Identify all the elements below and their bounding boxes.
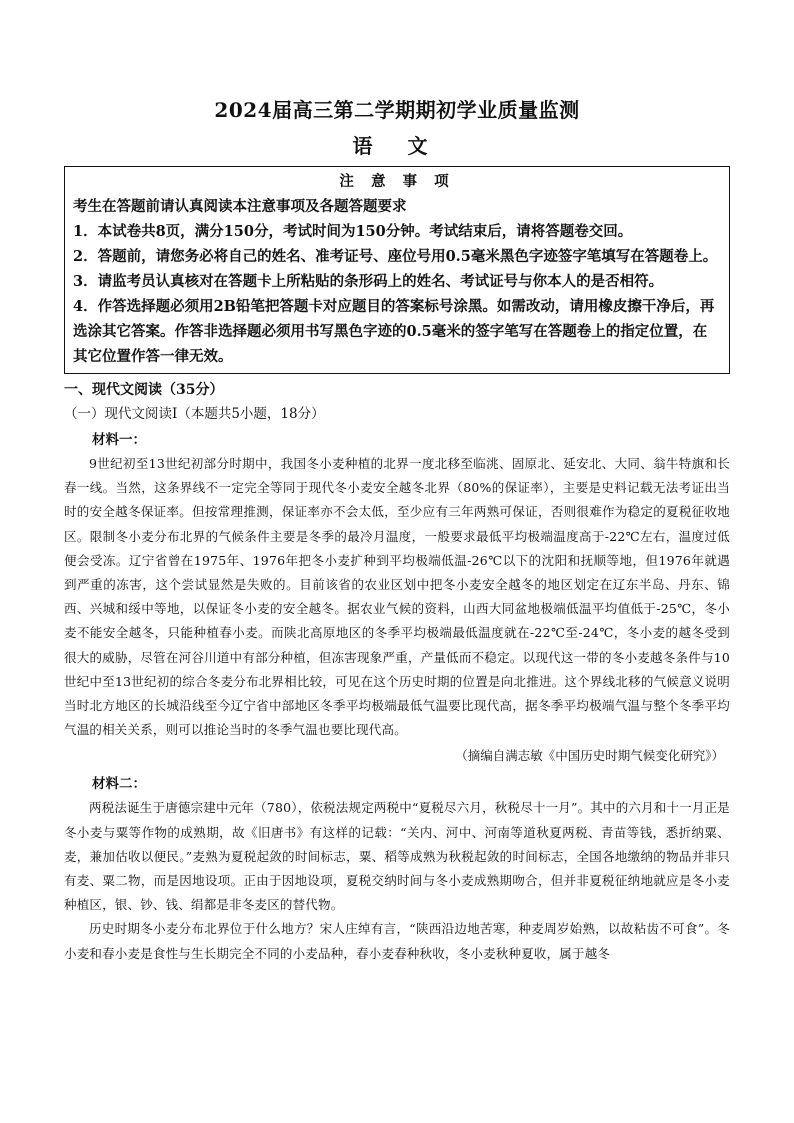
material-label: 材料一： — [92, 432, 146, 448]
section-heading: 一、现代文阅读（35分） — [64, 382, 224, 398]
notice-item: 4．作答选择题必须用2B铅笔把答题卡对应题目的答案标号涂黑。如需改动，请用橡皮擦干净后，再选涂其它答案。作答非选择题必须用书写黑色字迹的0.5毫米的签字笔写在答题卷上的指定位置，在其它位置作答一律无效。 — [73, 298, 715, 365]
notice-item: 1．本试卷共8页，满分150分，考试时间为150分钟。考试结束后，请将答题卷交回。 — [73, 223, 633, 240]
notice-intro: 考生在答题前请认真阅读本注意事项及各题答题要求 — [73, 198, 407, 215]
material-paragraph: 两税法诞生于唐德宗建中元年（780），依税法规定两税中“夏税尽六月，秋税尽十一月”。其中的六月和十一月正是冬小麦与粟等作物的成熟期，故《旧唐书》有这样的记载：“关内、河中、河南等道秋夏两税、青苗等钱，悉折纳粟、麦，兼加估收以便民。”麦熟为夏税起敛的时间标志，粟、稻等成熟为秋税起敛的时间标志，全国各地缴纳的物品并非只有麦、粟二物，而是因地设项。正由于因地设项，夏税交纳时间与冬小麦成熟期吻合，但并非夏税征纳地就应是冬小麦种植区，银、钞、钱、绢都是非冬麦区的替代物。 — [64, 800, 730, 913]
notice-item: 2．答题前，请您务必将自己的姓名、准考证号、座位号用0.5毫米黑色字迹签字笔填写在答题卷上。 — [73, 248, 718, 265]
material-paragraph: 9世纪初至13世纪初部分时期中，我国冬小麦种植的北界一度北移至临洮、固原北、延安北、大同、翁牛特旗和长春一线。当然，这条界线不一定完全等同于现代冬小麦安全越冬北界（80%的保证率），主要是史料记载无法考证出当时的安全越冬保证率。但按常理推测，保证率亦不会太低，至少应有三年两熟可保证，否则很难作为稳定的夏税征收地区。限制冬小麦分布北界的气候条件主要是冬季的最冷月温度，一般要求最低平均极端温度高于-22℃左右，温度过低便会受冻。辽宁省曾在1975年、1976年把冬小麦扩种到平均极端低温-26℃以下的沈阳和抚顺等地，但1976年就遇到严重的冻害，这个尝试显然是失败的。目前该省的农业区划中把冬小麦安全越冬的地区划定在辽东半岛、丹东、锦西、兴城和绥中等地，以保证冬小麦的安全越冬。据农业气候的资料，山西大同盆地极端低温平均值低于-25℃，冬小麦不能安全越冬，只能种植春小麦。而陕北高原地区的冬季平均极端最低温度就在-22℃至-24℃，冬小麦的越冬受到很大的威胁，尽管在河谷川道中有部分种植，但冻害现象严重，产量低而不稳定。以现代这一带的冬小麦越冬条件与10世纪中至13世纪初的综合冬麦分布北界相比较，可见在这个历史时期的位置是向北推进。这个界线北移的气候意义说明当时北方地区的长城沿线至今辽宁省中部地区冬季平均极端最低气温要比现代高，据冬季平均极端气温与整个冬季平均气温的相关关系，则可以推论当时的冬季气温也要比现代高。 — [64, 456, 730, 738]
section-subheading: （一）现代文阅读Ⅰ（本题共5小题，18分） — [64, 406, 325, 422]
notice-item: 3．请监考员认真核对在答题卡上所粘贴的条形码上的姓名、考试证号与你本人的是否相符。 — [73, 273, 664, 290]
notice-box — [64, 166, 730, 374]
material-label: 材料二： — [92, 776, 146, 793]
subject-title: 语 文 — [352, 134, 442, 158]
material-paragraph: 历史时期冬小麦分布北界位于什么地方？宋人庄绰有言，“陕西沿边地苦寒，种麦周岁始熟，以故粘齿不可食”。冬小麦和春小麦是食性与生长期完全不同的小麦品种，春小麦春种秋收，冬小麦秋种夏收，属于越冬 — [64, 921, 730, 961]
notice-title: 注 意 事 项 — [339, 173, 455, 190]
exam-page — [64, 96, 730, 966]
material-source: （摘编自满志敏《中国历史时期气候变化研究》） — [455, 748, 724, 764]
exam-title: 2024届高三第二学期期初学业质量监测 — [214, 98, 580, 122]
